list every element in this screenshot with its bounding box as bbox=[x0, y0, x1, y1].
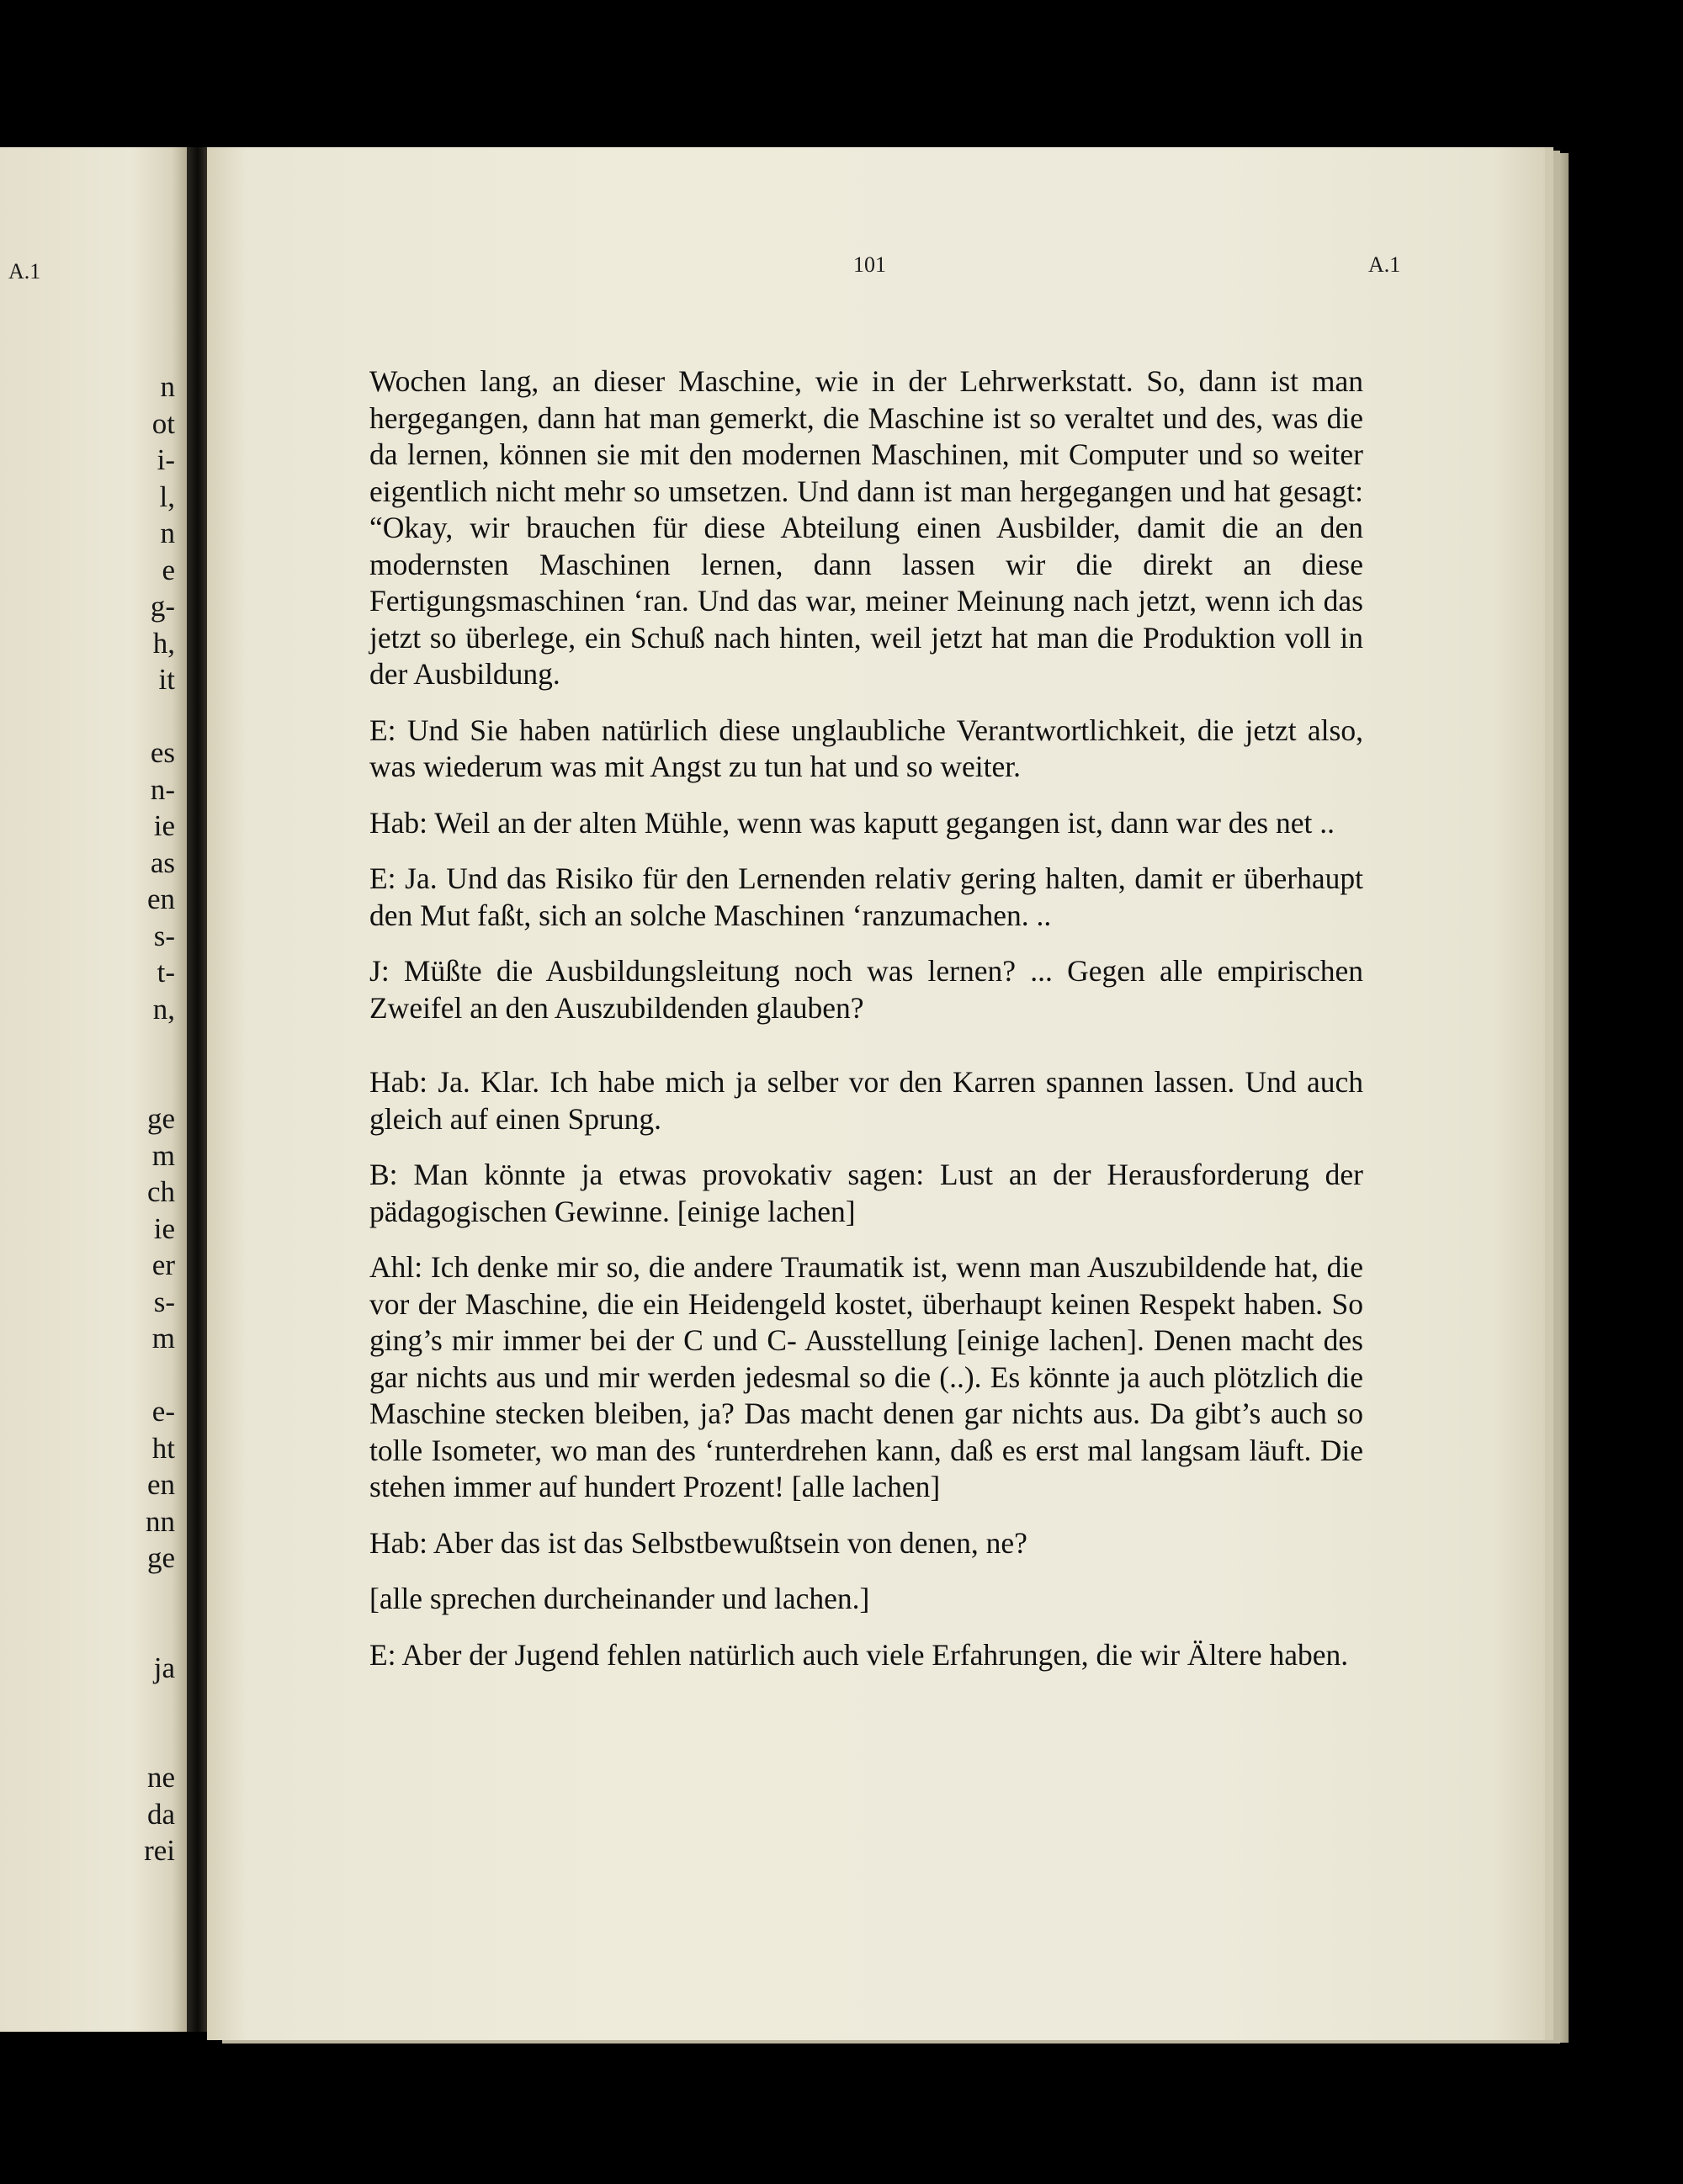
left-page-fragment: n bbox=[160, 370, 175, 403]
page-stack-edge bbox=[1545, 153, 1569, 2043]
section-label: A.1 bbox=[1368, 252, 1401, 277]
left-page-fragment: ne bbox=[146, 1761, 175, 1794]
left-page-fragment: e- bbox=[151, 1395, 175, 1428]
right-page bbox=[207, 147, 1545, 2040]
left-page-fragment: n bbox=[160, 517, 175, 549]
left-page-fragment: e bbox=[162, 553, 175, 586]
page-body bbox=[369, 363, 1363, 1693]
left-page-fragment: nn bbox=[146, 1504, 175, 1538]
left-page-fragment: ie bbox=[153, 1211, 175, 1245]
left-page-fragment bbox=[144, 1577, 175, 1614]
left-page-fragment: s- bbox=[153, 1285, 175, 1318]
paragraph: E: Ja. Und das Risiko für den Lernenden relativ gering halten, damit er überhaupt den Mut faßt, sich an solche Maschinen ‘ranzumachen. .. bbox=[369, 861, 1363, 932]
left-page-fragment: h, bbox=[152, 626, 175, 660]
left-page-fragment: it bbox=[158, 663, 175, 696]
left-page-fragment: en bbox=[146, 883, 175, 915]
paragraph: E: Und Sie haben natürlich diese unglaubliche Verantwortlichkeit, die jetzt also, was wiederum was mit Angst zu tun hat und so weiter. bbox=[369, 713, 1363, 783]
book-gutter bbox=[187, 147, 209, 2032]
paragraph: B: Man könnte ja etwas provokativ sagen: Lust an der Herausforderung der pädagogischen Gewinne. [einige lachen] bbox=[369, 1158, 1363, 1228]
left-page-fragment bbox=[144, 1357, 175, 1394]
left-page-fragment: ch bbox=[146, 1175, 175, 1208]
left-page-fragment bbox=[144, 1613, 175, 1650]
left-page-fragment bbox=[144, 1027, 175, 1064]
left-page-text-fragments bbox=[144, 368, 175, 1869]
left-page-fragment: m bbox=[151, 1322, 175, 1354]
left-page-fragment: es bbox=[150, 736, 175, 769]
left-page-fragment: m bbox=[151, 1138, 175, 1172]
left-page-fragment: en bbox=[146, 1468, 175, 1501]
left-page-fragment: er bbox=[151, 1248, 175, 1281]
left-page-section-label: A.1 bbox=[8, 259, 41, 284]
left-page-fragment: ot bbox=[151, 406, 175, 440]
paragraph: E: Aber der Jugend fehlen natürlich auch viele Erfahrungen, die wir Ältere haben. bbox=[369, 1637, 1349, 1672]
left-page-fragment: g- bbox=[150, 590, 175, 623]
left-page-fragment: rei bbox=[144, 1834, 175, 1867]
left-page-fragment: ja bbox=[153, 1651, 175, 1684]
left-page-fragment: ht bbox=[151, 1431, 175, 1465]
left-page-fragment bbox=[144, 698, 175, 735]
left-page-fragment: ie bbox=[153, 809, 175, 842]
left-page-fragment: n- bbox=[150, 772, 175, 806]
left-page-fragment: n, bbox=[152, 992, 175, 1026]
left-page-fragment: s- bbox=[153, 919, 175, 952]
paragraph: Ahl: Ich denke mir so, die andere Traumatik ist, wenn man Auszubildende hat, die vor der Maschine, die ein Heidengeld kostet, überhaupt keinen Respekt haben. So ging’s mir immer bei der C und C- Ausstellung [einige lachen]. Denen macht des gar nichts aus und mir werden jedesmal so die (..). Es könnte ja auch plötzlich die Maschine stecken bleiben, ja? Das macht denen gar nichts aus. Da gibt’s auch so tolle Isometer, wo man des ‘runterdrehen kann, daß es erst mal langsam läuft. Die stehen immer auf hundert Prozent! [alle lachen] bbox=[369, 1250, 1363, 1503]
left-page bbox=[0, 147, 187, 2032]
paragraph: Hab: Ja. Klar. Ich habe mich ja selber vor den Karren spannen lassen. Und auch gleich auf einen Sprung. bbox=[369, 1065, 1363, 1136]
paragraph: Hab: Weil an der alten Mühle, wenn was kaputt gegangen ist, dann war des net .. bbox=[369, 805, 1335, 840]
left-page-fragment: as bbox=[150, 846, 175, 879]
left-page-fragment: ge bbox=[146, 1102, 175, 1135]
left-page-fragment: i- bbox=[157, 443, 175, 476]
left-page-fragment bbox=[144, 1723, 175, 1760]
left-page-fragment: t- bbox=[157, 956, 175, 989]
left-page-fragment bbox=[144, 1064, 175, 1101]
page-header bbox=[207, 252, 1545, 286]
left-page-fragment: l, bbox=[159, 480, 175, 513]
page-number: 101 bbox=[853, 252, 886, 277]
left-page-fragment bbox=[144, 1686, 175, 1723]
left-page-fragment: ge bbox=[146, 1541, 175, 1574]
paragraph: [alle sprechen durcheinander und lachen.] bbox=[369, 1582, 870, 1615]
left-page-fragment: da bbox=[146, 1797, 175, 1831]
paragraph: Wochen lang, an dieser Maschine, wie in der Lehrwerkstatt. So, dann ist man hergegangen, dann hat man gemerkt, die Maschine ist so veraltet und des, was die da lernen, können sie mit den modernen Maschinen, mit Computer und so weiter eigentlich nicht mehr so umsetzen. Und dann ist man hergegangen und hat gesagt: “Okay, wir brauchen für diese Abteilung einen Ausbilder, damit die an den modernsten Maschinen lernen, dann lassen wir die direkt an diese Fertigungsmaschinen ‘ran. Und das war, meiner Meinung nach jetzt, wenn ich das jetzt so überlege, ein Schuß nach hinten, weil jetzt hat man die Produktion voll in der Ausbildung. bbox=[369, 364, 1363, 691]
paragraph: J: Müßte die Ausbildungsleitung noch was lernen? ... Gegen alle empirischen Zweifel an den Auszubildenden glauben? bbox=[369, 954, 1363, 1025]
paragraph: Hab: Aber das ist das Selbstbewußtsein von denen, ne? bbox=[369, 1525, 1027, 1560]
